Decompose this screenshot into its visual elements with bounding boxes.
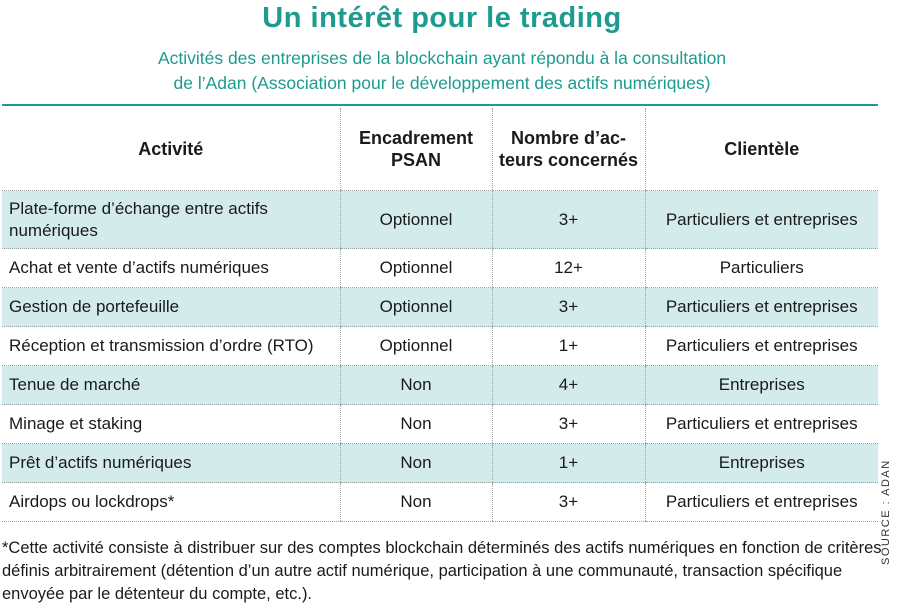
activities-table [2,108,878,522]
cell-nombre: 3+ [492,191,645,249]
header-activite: Activité [2,108,340,191]
source-credit: SOURCE : ADAN [880,459,892,565]
cell-nombre: 3+ [492,405,645,444]
cell-encadrement: Optionnel [340,249,492,288]
cell-activite: Achat et vente d’actifs numériques [2,249,340,288]
cell-nombre: 1+ [492,444,645,483]
cell-nombre: 12+ [492,249,645,288]
cell-clientele: Particuliers et entreprises [645,327,878,366]
cell-activite: Minage et staking [2,405,340,444]
cell-encadrement: Non [340,405,492,444]
table-row [2,327,878,366]
header-clientele: Clientèle [645,108,878,191]
header-encadrement: Encadrement PSAN [340,108,492,191]
cell-clientele: Entreprises [645,444,878,483]
cell-encadrement: Non [340,483,492,522]
cell-nombre: 3+ [492,288,645,327]
table-row [2,444,878,483]
footnote: *Cette activité consiste à distribuer sur des comptes blockchain déterminés des actifs numériques en fonction de critères définis arbitrairement (détention d’un autre actif numérique, participation à une communauté, transaction spécifique envoyée par le détenteur du compte, etc.). [2,539,882,603]
page-subtitle [0,46,884,96]
subtitle-line-2: de l’Adan (Association pour le développement des actifs numériques) [173,73,711,93]
cell-encadrement: Non [340,444,492,483]
cell-encadrement: Optionnel [340,288,492,327]
table-row [2,405,878,444]
cell-nombre: 1+ [492,327,645,366]
table-row [2,288,878,327]
cell-encadrement: Optionnel [340,327,492,366]
cell-activite: Gestion de portefeuille [2,288,340,327]
cell-clientele: Entreprises [645,366,878,405]
cell-clientele: Particuliers et entreprises [645,191,878,249]
cell-clientele: Particuliers et entreprises [645,483,878,522]
page-title: Un intérêt pour le trading [262,2,622,34]
table-row [2,249,878,288]
cell-activite: Airdops ou lockdrops* [2,483,340,522]
cell-activite: Tenue de marché [2,366,340,405]
table-header-row [2,108,878,191]
cell-clientele: Particuliers et entreprises [645,288,878,327]
cell-activite: Prêt d’actifs numériques [2,444,340,483]
header-rule [2,104,878,106]
cell-clientele: Particuliers et entreprises [645,405,878,444]
cell-clientele: Particuliers [645,249,878,288]
table-row [2,366,878,405]
table-row [2,191,878,249]
table-row [2,483,878,522]
cell-activite: Réception et transmission d’ordre (RTO) [2,327,340,366]
cell-encadrement: Optionnel [340,191,492,249]
cell-activite: Plate-forme d’échange entre actifs numériques [2,191,340,249]
subtitle-line-1: Activités des entreprises de la blockchain ayant répondu à la consultation [157,48,727,68]
cell-nombre: 4+ [492,366,645,405]
cell-encadrement: Non [340,366,492,405]
cell-nombre: 3+ [492,483,645,522]
header-nombre: Nombre d’ac-teurs concernés [492,108,645,191]
